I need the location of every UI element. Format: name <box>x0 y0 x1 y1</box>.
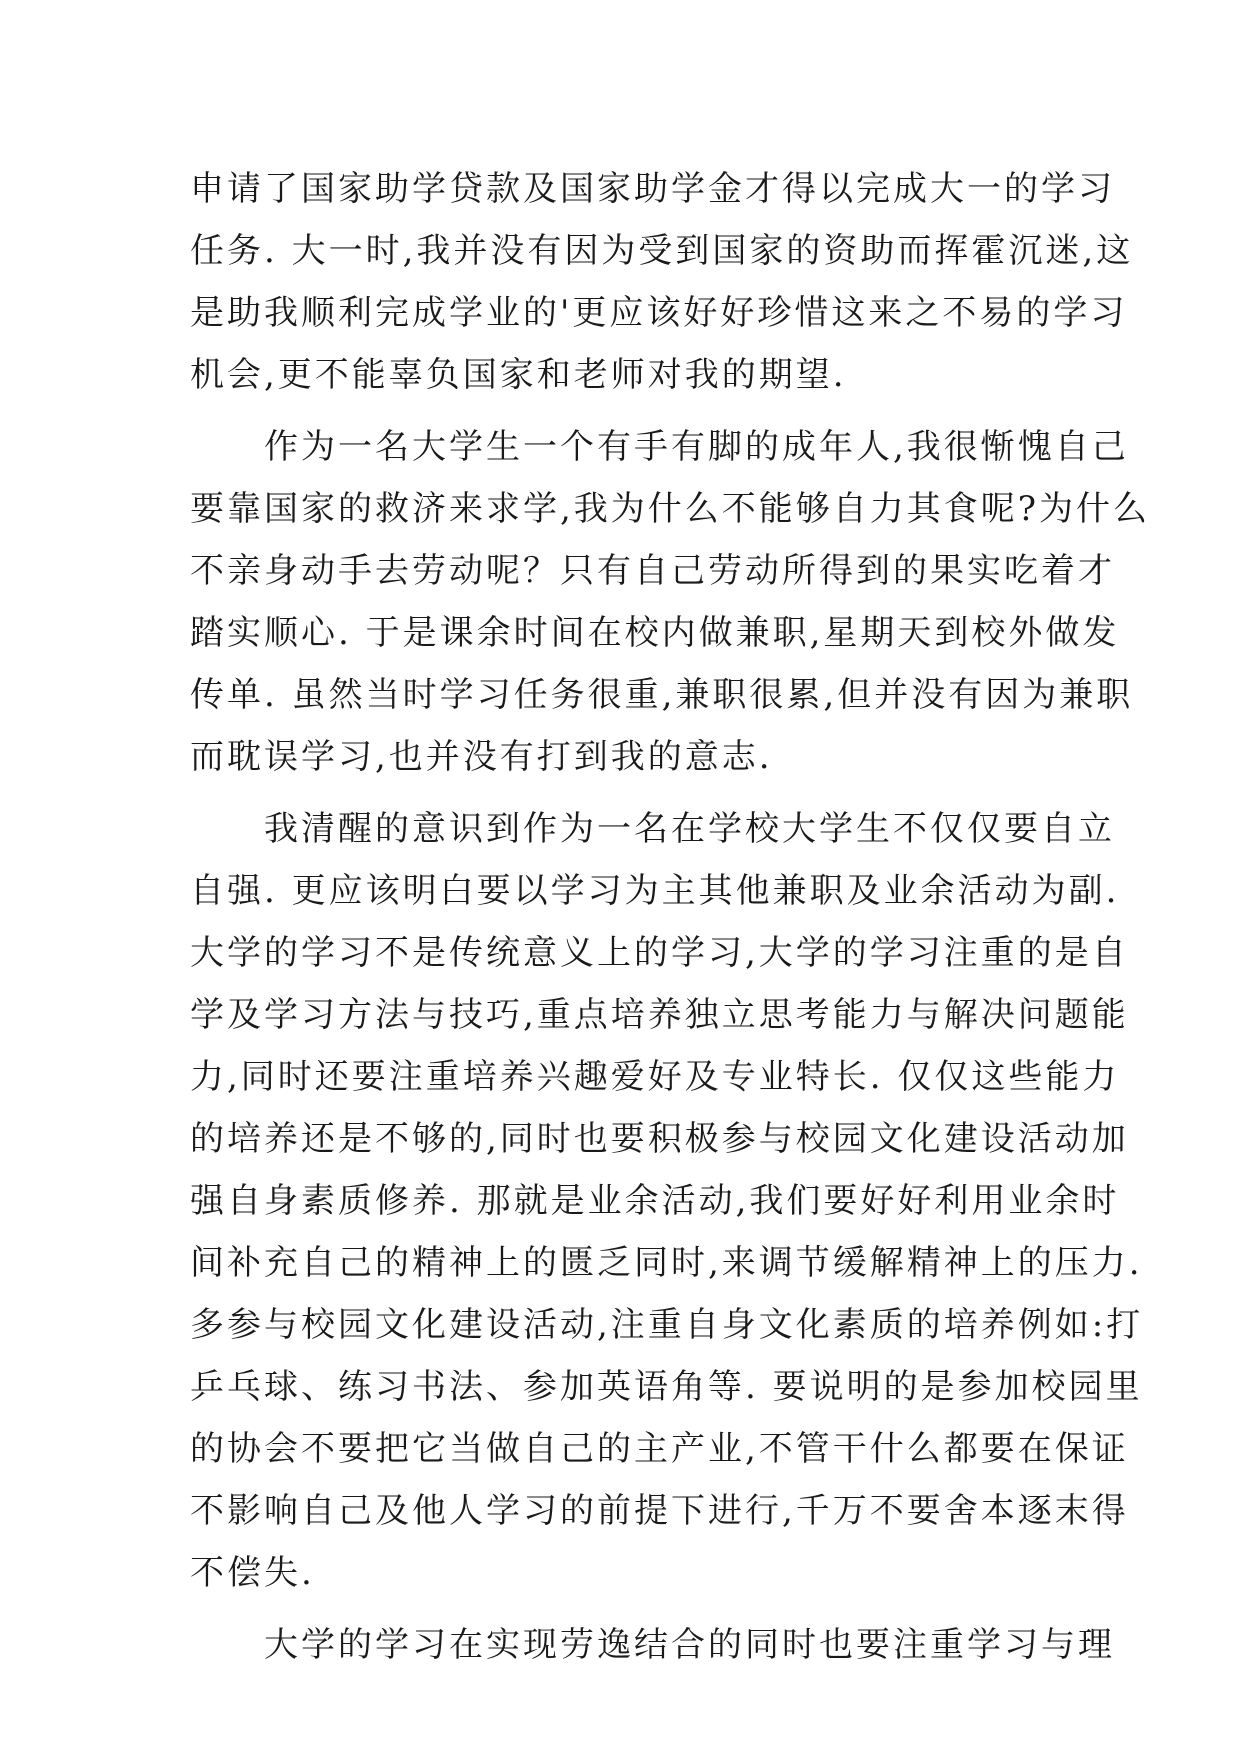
text-line: 任务. 大一时,我并没有因为受到国家的资助而挥霍沉迷,这 <box>190 231 1134 271</box>
text-line: 大学的学习在实现劳逸结合的同时也要注重学习与理 <box>190 1625 1115 1665</box>
text-line: 不偿失. <box>190 1553 315 1593</box>
paragraph-spacer <box>190 788 1052 798</box>
text-line: 的培养还是不够的,同时也要积极参与校园文化建设活动加 <box>190 1119 1129 1159</box>
text-line: 自强. 更应该明白要以学习为主其他兼职及业余活动为副. <box>190 871 1120 911</box>
text-line: 传单. 虽然当时学习任务很重,兼职很累,但并没有因为兼职 <box>190 675 1134 715</box>
text-line: 强自身素质修养. 那就是业余活动,我们要好好利用业余时 <box>190 1181 1120 1221</box>
text-line: 乒乓球、练习书法、参加英语角等. 要说明的是参加校园里 <box>190 1367 1143 1407</box>
text-line: 要靠国家的救济来求学,我为什么不能够自力其食呢?为什么 <box>190 489 1151 529</box>
text-line: 力,同时还要注重培养兴趣爱好及专业特长. 仅仅这些能力 <box>190 1057 1120 1097</box>
text-line: 是助我顺利完成学业的'更应该好好珍惜这来之不易的学习 <box>190 293 1128 333</box>
text-line: 踏实顺心. 于是课余时间在校内做兼职,星期天到校外做发 <box>190 613 1120 653</box>
text-line: 申请了国家助学贷款及国家助学金才得以完成大一的学习 <box>190 169 1115 209</box>
paragraph-3 <box>190 798 1144 1604</box>
text-line: 的协会不要把它当做自己的主产业,不管干什么都要在保证 <box>190 1429 1129 1469</box>
text-line: 作为一名大学生一个有手有脚的成年人,我很惭愧自己 <box>190 427 1129 467</box>
text-line: 而耽误学习,也并没有打到我的意志. <box>190 737 773 777</box>
paragraph-2 <box>190 416 1151 788</box>
paragraph-spacer <box>190 1604 1052 1614</box>
text-line: 我清醒的意识到作为一名在学校大学生不仅仅要自立 <box>190 809 1115 849</box>
text-line: 大学的学习不是传统意义上的学习,大学的学习注重的是自 <box>190 933 1129 973</box>
text-line: 学及学习方法与技巧,重点培养独立思考能力与解决问题能 <box>190 995 1129 1035</box>
text-line: 不影响自己及他人学习的前提下进行,千万不要舍本逐末得 <box>190 1491 1129 1531</box>
paragraph-spacer <box>190 406 1052 416</box>
document-body <box>190 158 1151 1676</box>
text-line: 间补充自己的精神上的匮乏同时,来调节缓解精神上的压力. <box>190 1243 1143 1283</box>
text-line: 不亲身动手去劳动呢？只有自己劳动所得到的果实吃着才 <box>190 551 1115 591</box>
text-line: 多参与校园文化建设活动,注重自身文化素质的培养例如:打 <box>190 1305 1144 1345</box>
paragraph-1 <box>190 158 1134 406</box>
text-line: 机会,更不能辜负国家和老师对我的期望. <box>190 355 847 395</box>
paragraph-4 <box>190 1614 1115 1676</box>
